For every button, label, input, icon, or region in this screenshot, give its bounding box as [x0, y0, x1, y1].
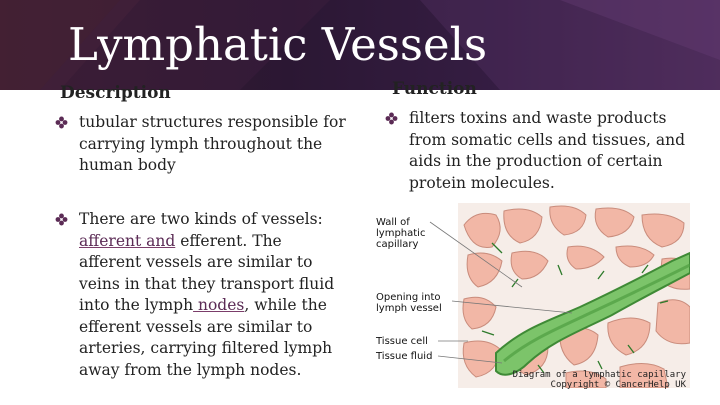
description-point-2-part-2: efferent. The afferent vessels are similar to veins in that they transport fluid into the lymph	[79, 231, 335, 314]
description-heading: Description	[60, 83, 171, 103]
list-item	[385, 108, 695, 194]
page-title: Lymphatic Vessels	[68, 18, 488, 71]
description-list-2	[55, 209, 345, 381]
title-bar	[0, 0, 720, 90]
diamond-bullet-icon	[55, 213, 68, 226]
figure-credit: Diagram of a lymphatic capillary Copyright © CancerHelp UK	[512, 370, 686, 390]
description-list-1	[55, 112, 365, 177]
list-item	[55, 209, 345, 381]
label-wall-of-capillary: Wall of lymphatic capillary	[376, 217, 426, 250]
description-point-2-part-3: , while the efferent vessels are similar to arteries, carrying filtered lymph away from the lymph nodes.	[79, 296, 333, 379]
nodes-link[interactable]: nodes	[193, 296, 245, 314]
description-point-2-part-1: There are two kinds of vessels:	[79, 210, 323, 228]
list-item	[55, 112, 365, 177]
function-heading: Function	[392, 79, 477, 99]
lymphatic-capillary-diagram	[372, 203, 690, 388]
diamond-bullet-icon	[55, 116, 68, 129]
label-opening-into-lymph-vessel: Opening into lymph vessel	[376, 292, 442, 314]
label-tissue-fluid: Tissue fluid	[376, 351, 433, 362]
function-list	[385, 108, 695, 194]
label-tissue-cell: Tissue cell	[376, 336, 428, 347]
function-point-1: filters toxins and waste products from somatic cells and tissues, and aids in the production of certain protein molecules.	[409, 109, 686, 192]
description-point-1: tubular structures responsible for carrying lymph throughout the human body	[79, 113, 346, 174]
afferent-link[interactable]: afferent and	[79, 231, 176, 250]
diamond-bullet-icon	[385, 112, 398, 125]
